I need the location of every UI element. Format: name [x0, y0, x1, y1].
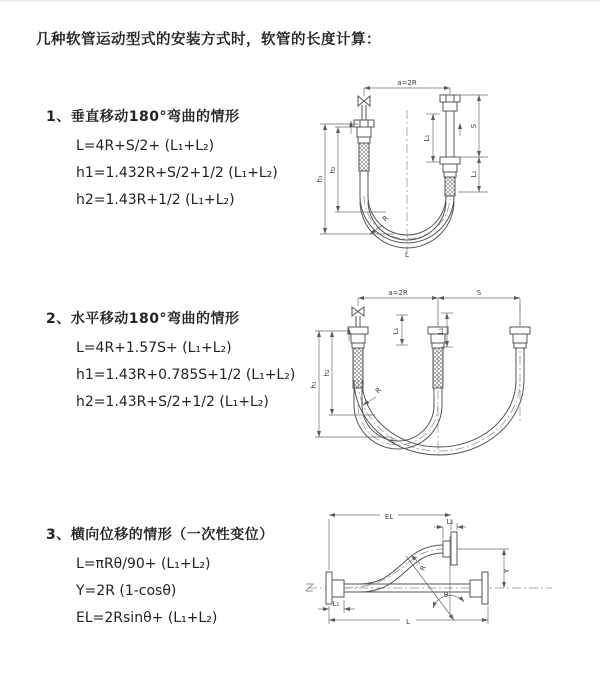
section-1-heading: 1、垂直移动180°弯曲的情形 — [46, 109, 240, 125]
formula-l: L=4R+S/2+ (L₁+L₂) — [76, 138, 215, 154]
section-3-heading: 3、横向位移的情形（一次性变位） — [46, 527, 274, 543]
valve-icon — [358, 96, 364, 106]
dim-label-h1: h₁ — [316, 175, 324, 183]
page-title: 几种软管运动型式的安装方式时，软管的长度计算： — [36, 32, 381, 48]
dim-label-l1-right: L₁ — [470, 170, 478, 178]
hose-drawing — [326, 532, 488, 604]
dim-label-r: R — [374, 386, 384, 396]
formula-el: EL=2Rsinθ+ (L₁+L₂) — [76, 610, 218, 626]
valve-icon — [358, 307, 364, 316]
dim-label-l1: L₁ — [423, 134, 431, 142]
formula-y: Y=2R (1-cosθ) — [76, 583, 177, 599]
braided-section — [433, 348, 443, 388]
formula-h1: h1=1.43R+0.785S+1/2 (L₁+L₂) — [76, 367, 296, 383]
dim-label-h2: h₂ — [329, 166, 337, 174]
dimensions — [310, 289, 520, 445]
diagram-horizontal-180-bend — [303, 285, 593, 470]
dim-label-l: L — [391, 437, 395, 445]
section-2 — [46, 308, 295, 416]
section-1 — [46, 106, 278, 214]
formula-h1: h1=1.432R+S/2+1/2 (L₁+L₂) — [76, 165, 278, 181]
centerline-mark — [306, 584, 313, 591]
dim-label-s: S — [476, 289, 482, 297]
dim-label-l: L — [406, 618, 410, 626]
formula-h2: h2=1.43R+S/2+1/2 (L₁+L₂) — [76, 394, 269, 410]
braided-section — [359, 143, 369, 171]
braided-section — [445, 177, 455, 196]
formula-l: L=4R+1.57S+ (L₁+L₂) — [76, 340, 232, 356]
dim-label-h1: h₁ — [310, 381, 318, 389]
dim-label-l2: L₂ — [446, 518, 454, 526]
dim-label-l: L — [405, 251, 409, 259]
diagram-lateral-displacement — [300, 502, 600, 642]
section-3 — [46, 524, 274, 632]
section-2-heading: 2、水平移动180°弯曲的情形 — [46, 311, 240, 327]
dim-label-r: R — [418, 564, 428, 573]
dim-label-theta: θ — [443, 591, 449, 599]
dim-label-s: S — [470, 123, 478, 129]
dim-label-l1-b: L₁ — [437, 327, 445, 335]
dim-label-l1: L₁ — [332, 600, 340, 608]
dim-label-l1-a: L₁ — [392, 327, 400, 335]
formula-l: L=πRθ/90+ (L₁+L₂) — [76, 556, 211, 572]
dim-label-h2: h₂ — [323, 369, 331, 377]
dim-label-r: R — [381, 214, 391, 224]
dim-label-el: EL — [384, 513, 394, 521]
dim-label-a2r: a=2R — [397, 79, 417, 87]
dimensions — [316, 79, 488, 259]
dim-label-a2r: a=2R — [388, 289, 408, 297]
formula-h2: h2=1.43R+1/2 (L₁+L₂) — [76, 192, 235, 208]
diagram-vertical-180-bend — [302, 74, 594, 260]
valve-icon — [364, 96, 370, 106]
valve-icon — [352, 307, 358, 316]
dim-label-y: Y — [503, 568, 511, 574]
